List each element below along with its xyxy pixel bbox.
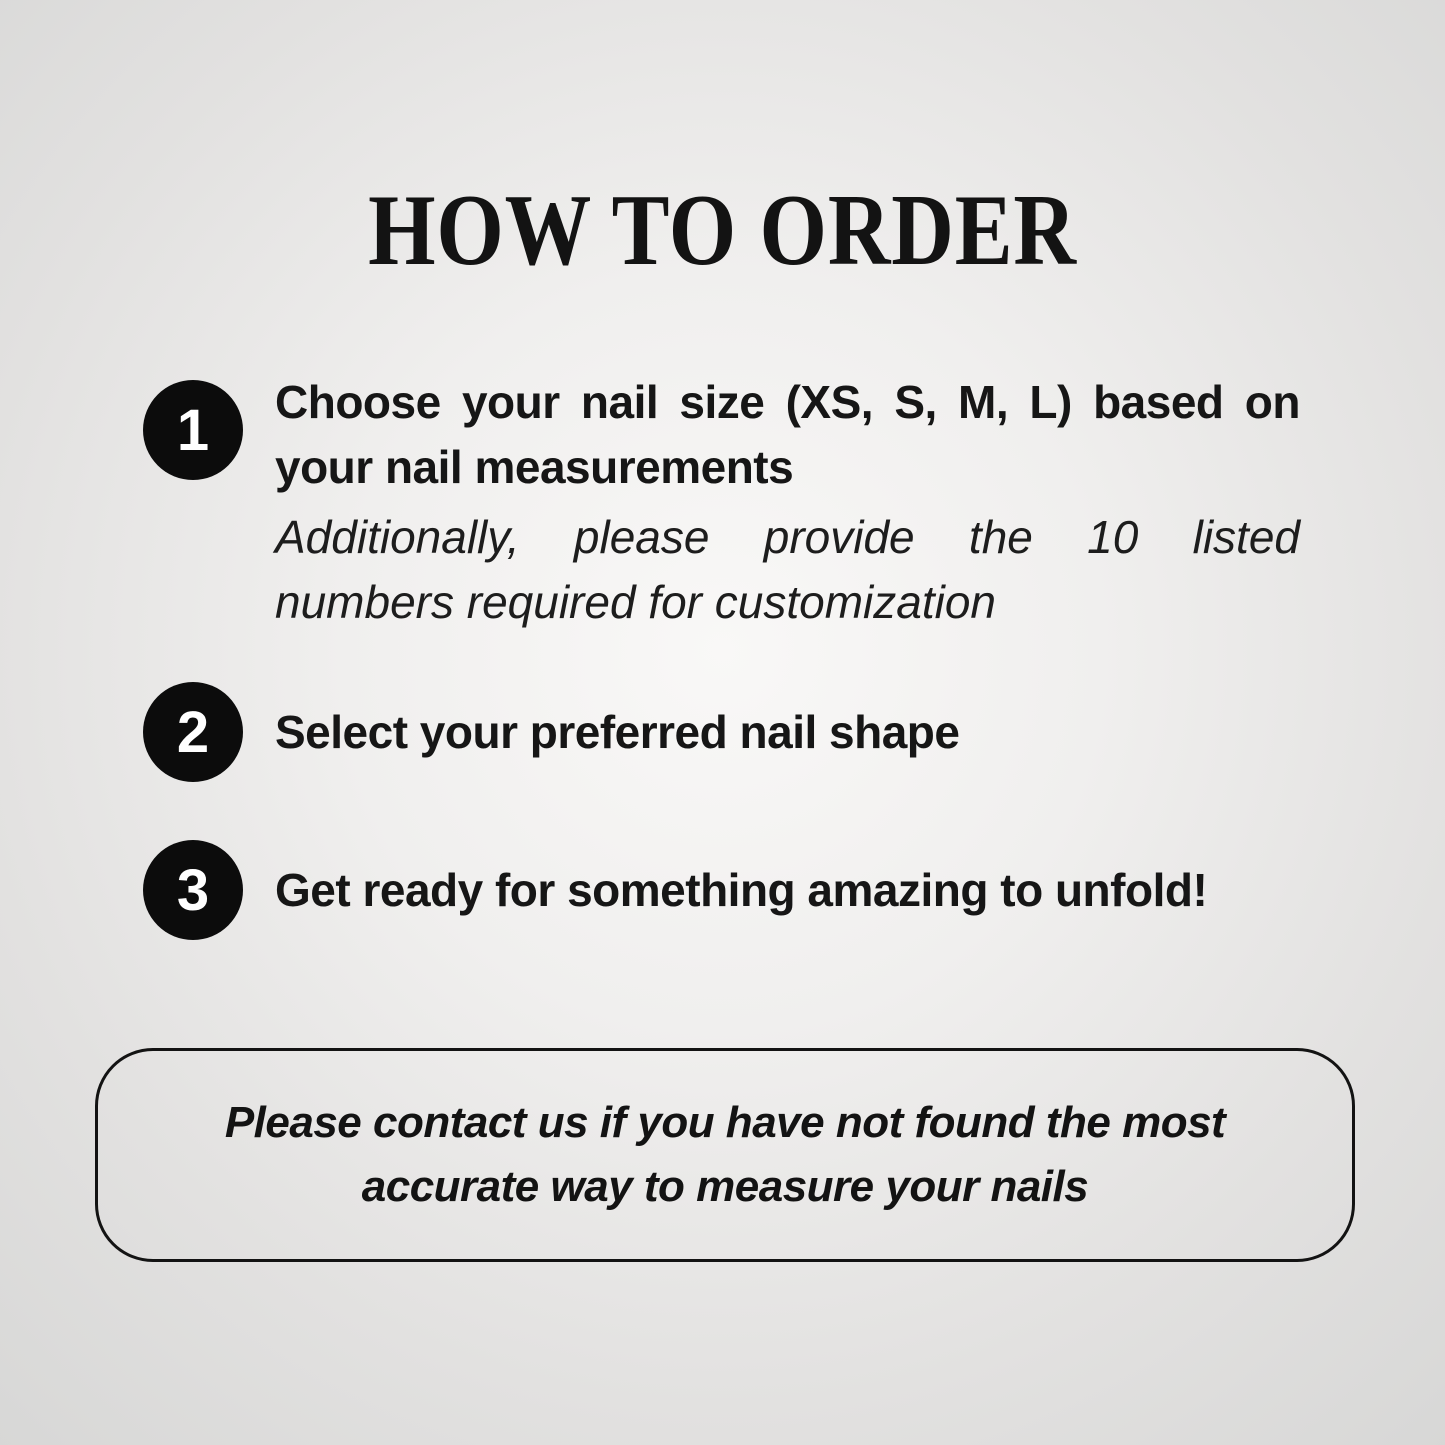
- step-1-number: 1: [176, 397, 210, 463]
- contact-note-box: [95, 1048, 1355, 1262]
- step-2-number-badge: [143, 682, 243, 782]
- step-3-number-badge: [143, 840, 243, 940]
- contact-note-line-1: Please contact us if you have not found the most: [224, 1098, 1226, 1147]
- step-3-body: [275, 840, 1300, 940]
- step-2-title: Select your preferred nail shape: [275, 705, 960, 758]
- contact-note-line-2: accurate way to measure your nails: [361, 1162, 1089, 1211]
- step-1-note-line-2: numbers required for customization: [275, 576, 996, 628]
- step-1-title-line-2: your nail measurements: [275, 441, 794, 493]
- step-3-number: 3: [176, 857, 210, 923]
- step-3-title: Get ready for something amazing to unfold!: [275, 863, 1208, 916]
- step-1-title-line-1: Choose your nail size (XS, S, M, L) based on: [275, 376, 1300, 428]
- step-1-title: [275, 370, 1300, 500]
- step-1-note-line-1: Additionally, please provide the 10 listed: [275, 511, 1300, 563]
- step-2: [143, 682, 1300, 782]
- step-1: [143, 370, 1300, 635]
- step-2-body: [275, 682, 1300, 782]
- step-1-note: [275, 505, 1300, 635]
- step-2-number: 2: [176, 699, 210, 765]
- step-3: [143, 840, 1300, 940]
- step-1-body: [275, 370, 1300, 635]
- page-title: HOW TO ORDER: [368, 174, 1077, 287]
- step-1-number-badge: [143, 380, 243, 480]
